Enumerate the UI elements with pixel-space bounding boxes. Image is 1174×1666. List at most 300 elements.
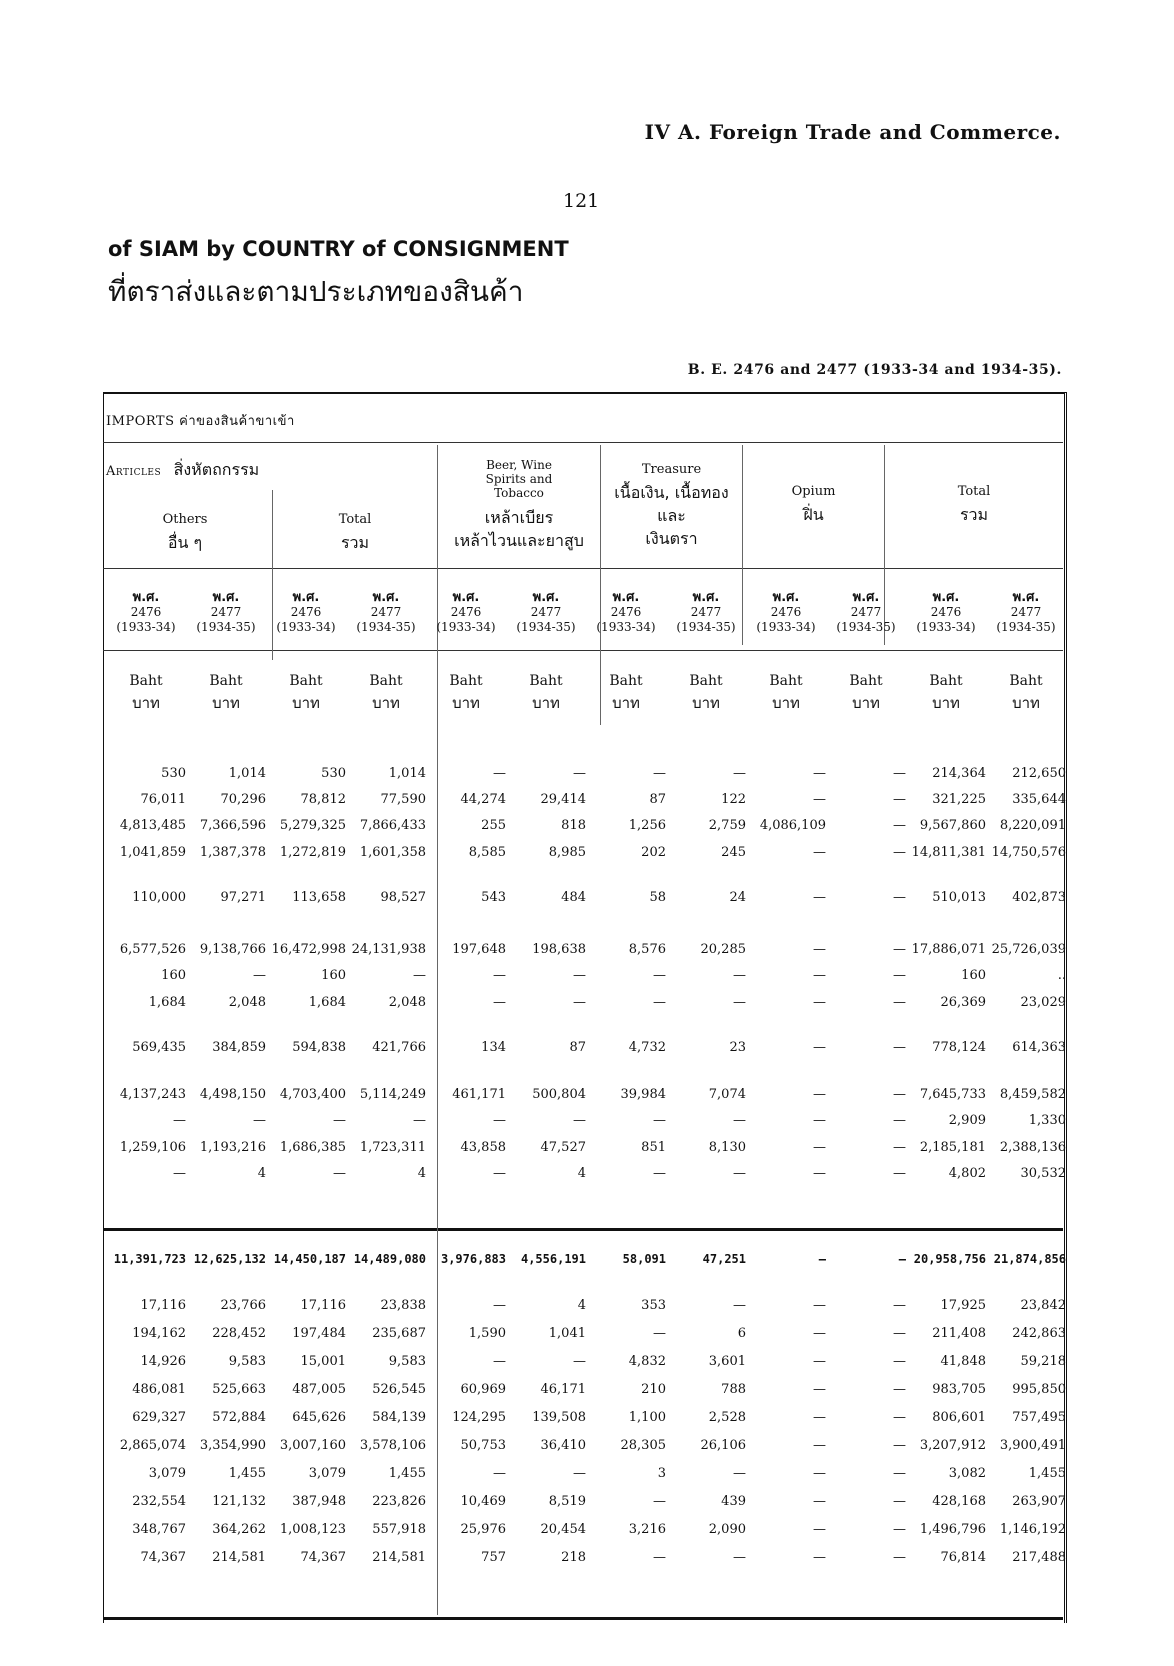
table-cell: 3,079 <box>308 1466 346 1481</box>
table-cell: 3,354,990 <box>199 1438 266 1453</box>
col-year: 2477 <box>850 605 882 619</box>
table-cell: 7,866,433 <box>359 818 426 833</box>
table-cell: — <box>493 1166 506 1181</box>
table-cell: 214,581 <box>372 1550 426 1565</box>
year-column-header <box>585 590 667 635</box>
unit-label: Baht <box>769 673 803 689</box>
unit-label: Baht <box>449 673 483 689</box>
table-cell: 8,585 <box>468 845 506 860</box>
table-cell: 9,583 <box>228 1354 266 1369</box>
total-label-thai: รวม <box>340 533 370 552</box>
col-year: 2477 <box>1010 605 1042 619</box>
table-cell: — <box>893 1166 906 1181</box>
table-cell: 1,272,819 <box>279 845 346 860</box>
table-cell: 3,082 <box>948 1466 986 1481</box>
table-cell: 121,132 <box>212 1494 266 1509</box>
table-cell: 8,519 <box>548 1494 586 1509</box>
table-cell: 76,011 <box>140 792 186 807</box>
grand-total-label: Total <box>957 484 991 499</box>
year-column-header <box>265 590 347 635</box>
unit-label-thai: บาท <box>852 694 880 712</box>
table-cell: 10,469 <box>460 1494 506 1509</box>
table-cell: 384,859 <box>212 1040 266 1055</box>
table-cell: — <box>733 1298 746 1313</box>
col-year: 2476 <box>450 605 482 619</box>
table-cell: — <box>573 766 586 781</box>
table-cell: 1,146,192 <box>999 1522 1066 1537</box>
table-cell: 4,086,109 <box>759 818 826 833</box>
col-span: (1934-35) <box>676 620 736 634</box>
table-cell: 17,886,071 <box>911 942 986 957</box>
divider <box>103 650 1063 651</box>
table-cell: — <box>893 1326 906 1341</box>
table-cell: 4 <box>577 1166 586 1181</box>
col-pa: พ.ศ. <box>532 590 560 605</box>
table-cell: 4,137,243 <box>119 1087 186 1102</box>
table-cell: 232,554 <box>132 1494 186 1509</box>
col-year: 2476 <box>930 605 962 619</box>
table-cell: 23,838 <box>380 1298 426 1313</box>
table-cell: 572,884 <box>212 1410 266 1425</box>
table-cell: 5,279,325 <box>279 818 346 833</box>
table-cell: 78,812 <box>300 792 346 807</box>
treasure-header <box>603 462 740 546</box>
table-cell: 1,008,123 <box>279 1522 346 1537</box>
table-cell: 58 <box>649 890 666 905</box>
table-cell: — <box>173 1166 186 1181</box>
table-cell: 4 <box>417 1166 426 1181</box>
divider <box>103 1617 1063 1620</box>
table-cell: 98,527 <box>380 890 426 905</box>
table-cell: 20,454 <box>540 1522 586 1537</box>
unit-label: Baht <box>289 673 323 689</box>
table-cell: 14,450,187 <box>273 1252 346 1266</box>
table-cell: 14,811,381 <box>911 845 986 860</box>
unit-label: Baht <box>609 673 643 689</box>
table-cell: 218 <box>561 1550 586 1565</box>
col-year: 2476 <box>290 605 322 619</box>
table-cell: 4 <box>577 1298 586 1313</box>
unit-label-thai: บาท <box>452 694 480 712</box>
table-cell: — <box>893 845 906 860</box>
table-cell: — <box>653 1166 666 1181</box>
treasure-label: Treasure <box>641 462 702 477</box>
beer-label-thai-2: เหล้าไวนและยาสูบ <box>454 531 584 550</box>
table-cell: 16,472,998 <box>271 942 346 957</box>
table-row <box>103 1410 1066 1432</box>
table-cell: 4,556,191 <box>520 1252 586 1266</box>
table-cell: 8,130 <box>708 1140 746 1155</box>
table-cell: — <box>893 1113 906 1128</box>
table-cell: — <box>733 1550 746 1565</box>
col-pa: พ.ศ. <box>772 590 800 605</box>
table-cell: 97,271 <box>220 890 266 905</box>
table-row <box>103 1522 1066 1544</box>
table-cell: 76,814 <box>940 1550 986 1565</box>
table-cell: — <box>813 1166 826 1181</box>
table-cell: 1,590 <box>468 1326 506 1341</box>
table-cell: 757 <box>481 1550 506 1565</box>
table-cell: 20,285 <box>700 942 746 957</box>
table-cell: 818 <box>561 818 586 833</box>
table-cell: 2,388,136 <box>999 1140 1066 1155</box>
col-pa: พ.ศ. <box>292 590 320 605</box>
table-cell: 387,948 <box>292 1494 346 1509</box>
total-others-header <box>275 512 435 550</box>
table-cell: 7,645,733 <box>919 1087 986 1102</box>
table-cell: 321,225 <box>932 792 986 807</box>
table-cell: — <box>813 792 826 807</box>
table-cell: 525,663 <box>212 1382 266 1397</box>
col-span: (1933-34) <box>116 620 176 634</box>
table-cell: 24 <box>729 890 746 905</box>
table-cell: 44,274 <box>460 792 506 807</box>
table-row <box>103 968 1066 990</box>
table-cell: — <box>813 942 826 957</box>
table-row <box>103 792 1066 814</box>
table-cell: 87 <box>569 1040 586 1055</box>
table-cell: 4,813,485 <box>119 818 186 833</box>
col-pa: พ.ศ. <box>1012 590 1040 605</box>
table-cell: 12,625,132 <box>193 1252 266 1266</box>
table-cell: 8,985 <box>548 845 586 860</box>
table-cell: — <box>173 1113 186 1128</box>
page-title-english: of SIAM by COUNTRY of CONSIGNMENT <box>108 237 569 261</box>
table-row <box>103 1550 1066 1572</box>
col-pa: พ.ศ. <box>452 590 480 605</box>
table-cell: — <box>813 995 826 1010</box>
table-cell: — <box>653 1113 666 1128</box>
table-cell: 851 <box>641 1140 666 1155</box>
divider <box>103 1228 1063 1231</box>
table-cell: 788 <box>721 1382 746 1397</box>
table-cell: 2,185,181 <box>919 1140 986 1155</box>
table-cell: 629,327 <box>132 1410 186 1425</box>
table-cell: — <box>893 1522 906 1537</box>
table-cell: — <box>653 1550 666 1565</box>
year-column-header <box>105 590 187 635</box>
total-row <box>103 1252 1066 1274</box>
unit-label-thai: บาท <box>692 694 720 712</box>
table-cell: 584,139 <box>372 1410 426 1425</box>
table-cell: 11,391,723 <box>113 1252 186 1266</box>
others-header <box>110 512 260 550</box>
table-cell: — <box>813 968 826 983</box>
table-cell: — <box>573 968 586 983</box>
table-cell: 487,005 <box>292 1382 346 1397</box>
table-cell: 9,567,860 <box>919 818 986 833</box>
col-year: 2476 <box>610 605 642 619</box>
table-cell: 194,162 <box>132 1326 186 1341</box>
table-row <box>103 942 1066 964</box>
opium-label-thai: ฝิ่น <box>803 505 824 524</box>
table-cell: — <box>733 1466 746 1481</box>
table-cell: 1,723,311 <box>359 1140 426 1155</box>
table-row <box>103 845 1066 867</box>
table-cell: — <box>893 942 906 957</box>
year-column-header <box>905 590 987 635</box>
table-cell: — <box>733 766 746 781</box>
table-cell: 645,626 <box>292 1410 346 1425</box>
unit-header <box>905 670 987 714</box>
table-cell: 1,256 <box>628 818 666 833</box>
table-cell: 421,766 <box>372 1040 426 1055</box>
table-cell: 36,410 <box>540 1438 586 1453</box>
table-cell: 1,684 <box>148 995 186 1010</box>
table-cell: — <box>893 995 906 1010</box>
table-cell: 47,251 <box>702 1252 746 1266</box>
table-cell: — <box>893 1040 906 1055</box>
table-cell: — <box>493 1298 506 1313</box>
opium-label: Opium <box>791 484 836 499</box>
table-cell: 197,648 <box>452 942 506 957</box>
table-cell: 211,408 <box>932 1326 986 1341</box>
table-cell: 2,528 <box>708 1410 746 1425</box>
col-span: (1934-35) <box>996 620 1056 634</box>
others-label: Others <box>162 512 208 527</box>
unit-header <box>985 670 1067 714</box>
table-cell: 3,601 <box>708 1354 746 1369</box>
table-cell: 1,496,796 <box>919 1522 986 1537</box>
table-cell: — <box>653 968 666 983</box>
col-span: (1934-35) <box>836 620 896 634</box>
table-cell: 39,984 <box>620 1087 666 1102</box>
articles-label: Articles <box>106 464 162 479</box>
table-cell: 50,753 <box>460 1438 506 1453</box>
table-cell: 214,364 <box>932 766 986 781</box>
table-row <box>103 1140 1066 1162</box>
table-cell: 6 <box>737 1326 746 1341</box>
table-cell: 428,168 <box>932 1494 986 1509</box>
table-cell: — <box>733 995 746 1010</box>
table-cell: — <box>893 1494 906 1509</box>
table-cell: 26,106 <box>700 1438 746 1453</box>
unit-label: Baht <box>209 673 243 689</box>
table-cell: 7,366,596 <box>199 818 266 833</box>
table-cell: — <box>893 890 906 905</box>
table-cell: 757,495 <box>1012 1410 1066 1425</box>
table-cell: 9,583 <box>388 1354 426 1369</box>
unit-label-thai: บาท <box>932 694 960 712</box>
table-cell: 212,650 <box>1012 766 1066 781</box>
unit-header <box>825 670 907 714</box>
opium-header <box>745 484 882 522</box>
table-cell: — <box>733 1166 746 1181</box>
table-cell: 210 <box>641 1382 666 1397</box>
table-cell: — <box>813 1298 826 1313</box>
table-cell: — <box>413 1113 426 1128</box>
table-cell: 26,369 <box>940 995 986 1010</box>
table-cell: 7,074 <box>708 1087 746 1102</box>
unit-header <box>105 670 187 714</box>
unit-label: Baht <box>849 673 883 689</box>
table-cell: — <box>813 1494 826 1509</box>
treasure-label-thai-3: เงินตรา <box>645 529 698 548</box>
table-cell: 3,900,491 <box>999 1438 1066 1453</box>
table-cell: 87 <box>649 792 666 807</box>
table-cell: 1,601,358 <box>359 845 426 860</box>
col-year: 2476 <box>770 605 802 619</box>
table-cell: 8,220,091 <box>999 818 1066 833</box>
table-cell: — <box>573 1354 586 1369</box>
table-row <box>103 1326 1066 1348</box>
table-cell: — <box>813 890 826 905</box>
table-cell: — <box>653 766 666 781</box>
table-cell: — <box>813 1140 826 1155</box>
table-cell: 3,578,106 <box>359 1438 426 1453</box>
unit-label: Baht <box>369 673 403 689</box>
col-span: (1933-34) <box>596 620 656 634</box>
table-cell: 4,703,400 <box>279 1087 346 1102</box>
col-year: 2477 <box>210 605 242 619</box>
table-cell: 4,832 <box>628 1354 666 1369</box>
unit-label-thai: บาท <box>212 694 240 712</box>
table-cell: 14,489,080 <box>353 1252 426 1266</box>
unit-header <box>665 670 747 714</box>
table-cell: 17,116 <box>140 1298 186 1313</box>
table-cell: 364,262 <box>212 1522 266 1537</box>
table-cell: — <box>813 1410 826 1425</box>
table-cell: 4,732 <box>628 1040 666 1055</box>
table-cell: — <box>493 1466 506 1481</box>
table-cell: 510,013 <box>932 890 986 905</box>
table-cell: 1,014 <box>228 766 266 781</box>
table-cell: — <box>893 1438 906 1453</box>
table-cell: 557,918 <box>372 1522 426 1537</box>
table-cell: 23,842 <box>1020 1298 1066 1313</box>
table-cell: 122 <box>721 792 746 807</box>
table-row <box>103 1113 1066 1135</box>
table-cell: 594,838 <box>292 1040 346 1055</box>
section-heading: IV A. Foreign Trade and Commerce. <box>644 120 1061 144</box>
table-cell: — <box>893 1410 906 1425</box>
col-pa: พ.ศ. <box>852 590 880 605</box>
others-label-thai: อื่น ๆ <box>167 533 203 552</box>
unit-label: Baht <box>689 673 723 689</box>
table-cell: 4,802 <box>948 1166 986 1181</box>
table-cell: — <box>573 1113 586 1128</box>
table-cell: 74,367 <box>300 1550 346 1565</box>
table-cell: — <box>253 1113 266 1128</box>
table-cell: — <box>893 1466 906 1481</box>
table-cell: 2,865,074 <box>119 1438 186 1453</box>
year-column-header <box>425 590 507 635</box>
table-cell: — <box>813 1522 826 1537</box>
table-cell: 4 <box>257 1166 266 1181</box>
table-cell: 124,295 <box>452 1410 506 1425</box>
table-cell: — <box>333 1113 346 1128</box>
table-cell: 4,498,150 <box>199 1087 266 1102</box>
table-cell: 2,048 <box>388 995 426 1010</box>
col-year: 2476 <box>130 605 162 619</box>
col-span: (1933-34) <box>436 620 496 634</box>
table-cell: 139,508 <box>532 1410 586 1425</box>
table-cell: 5,114,249 <box>359 1087 426 1102</box>
table-cell: — <box>573 995 586 1010</box>
table-cell: 14,750,576 <box>991 845 1066 860</box>
table-row <box>103 1354 1066 1376</box>
unit-header <box>265 670 347 714</box>
table-cell: 23 <box>729 1040 746 1055</box>
table-cell: 3,007,160 <box>279 1438 346 1453</box>
table-cell: 983,705 <box>932 1382 986 1397</box>
table-cell: — <box>893 1087 906 1102</box>
year-column-header <box>185 590 267 635</box>
table-cell: 43,858 <box>460 1140 506 1155</box>
col-pa: พ.ศ. <box>132 590 160 605</box>
table-cell: — <box>573 1466 586 1481</box>
articles-header <box>106 462 336 479</box>
table-cell: 20,958,756 <box>913 1252 986 1266</box>
table-cell: — <box>813 766 826 781</box>
unit-label-thai: บาท <box>132 694 160 712</box>
table-cell: 23,029 <box>1020 995 1066 1010</box>
table-cell: 1,686,385 <box>279 1140 346 1155</box>
table-cell: 134 <box>481 1040 506 1055</box>
table-cell: 3,079 <box>148 1466 186 1481</box>
beer-header <box>440 458 598 548</box>
year-range-heading: B. E. 2476 and 2477 (1933-34 and 1934-35). <box>687 362 1062 378</box>
table-cell: — <box>733 1113 746 1128</box>
table-cell: — <box>493 766 506 781</box>
table-cell: 223,826 <box>372 1494 426 1509</box>
unit-label-thai: บาท <box>292 694 320 712</box>
grand-total-label-thai: รวม <box>959 505 989 524</box>
col-span: (1934-35) <box>196 620 256 634</box>
table-cell: 17,116 <box>300 1298 346 1313</box>
table-cell: 530 <box>161 766 186 781</box>
table-cell: 1,014 <box>388 766 426 781</box>
table-cell: 198,638 <box>532 942 586 957</box>
table-cell: — <box>893 818 906 833</box>
col-pa: พ.ศ. <box>612 590 640 605</box>
table-cell: — <box>813 1438 826 1453</box>
year-column-header <box>985 590 1067 635</box>
table-cell: 995,850 <box>1012 1382 1066 1397</box>
unit-label: Baht <box>929 673 963 689</box>
table-row <box>103 1040 1066 1062</box>
table-cell: 214,581 <box>212 1550 266 1565</box>
table-cell: 110,000 <box>132 890 186 905</box>
table-cell: 255 <box>481 818 506 833</box>
page-number: 121 <box>563 190 600 212</box>
table-cell: .. <box>1057 968 1066 983</box>
table-row <box>103 1166 1066 1188</box>
table-cell: — <box>653 995 666 1010</box>
table-cell: 526,545 <box>372 1382 426 1397</box>
treasure-label-thai-1: เนื้อเงิน, เนื้อทอง <box>614 483 729 502</box>
table-cell: — <box>333 1166 346 1181</box>
table-cell: 160 <box>161 968 186 983</box>
table-row <box>103 1438 1066 1460</box>
table-cell: 530 <box>321 766 346 781</box>
year-column-header <box>745 590 827 635</box>
table-cell: 1,259,106 <box>119 1140 186 1155</box>
table-cell: 160 <box>321 968 346 983</box>
unit-label: Baht <box>1009 673 1043 689</box>
table-cell: — <box>813 1382 826 1397</box>
table-cell: 15,001 <box>300 1354 346 1369</box>
table-cell: — <box>813 1466 826 1481</box>
table-cell: — <box>813 1354 826 1369</box>
year-column-header <box>825 590 907 635</box>
table-cell: 3 <box>657 1466 666 1481</box>
unit-header <box>745 670 827 714</box>
table-cell: 60,969 <box>460 1382 506 1397</box>
table-cell: 486,081 <box>132 1382 186 1397</box>
table-cell: 2,090 <box>708 1522 746 1537</box>
total-label: Total <box>338 512 372 527</box>
